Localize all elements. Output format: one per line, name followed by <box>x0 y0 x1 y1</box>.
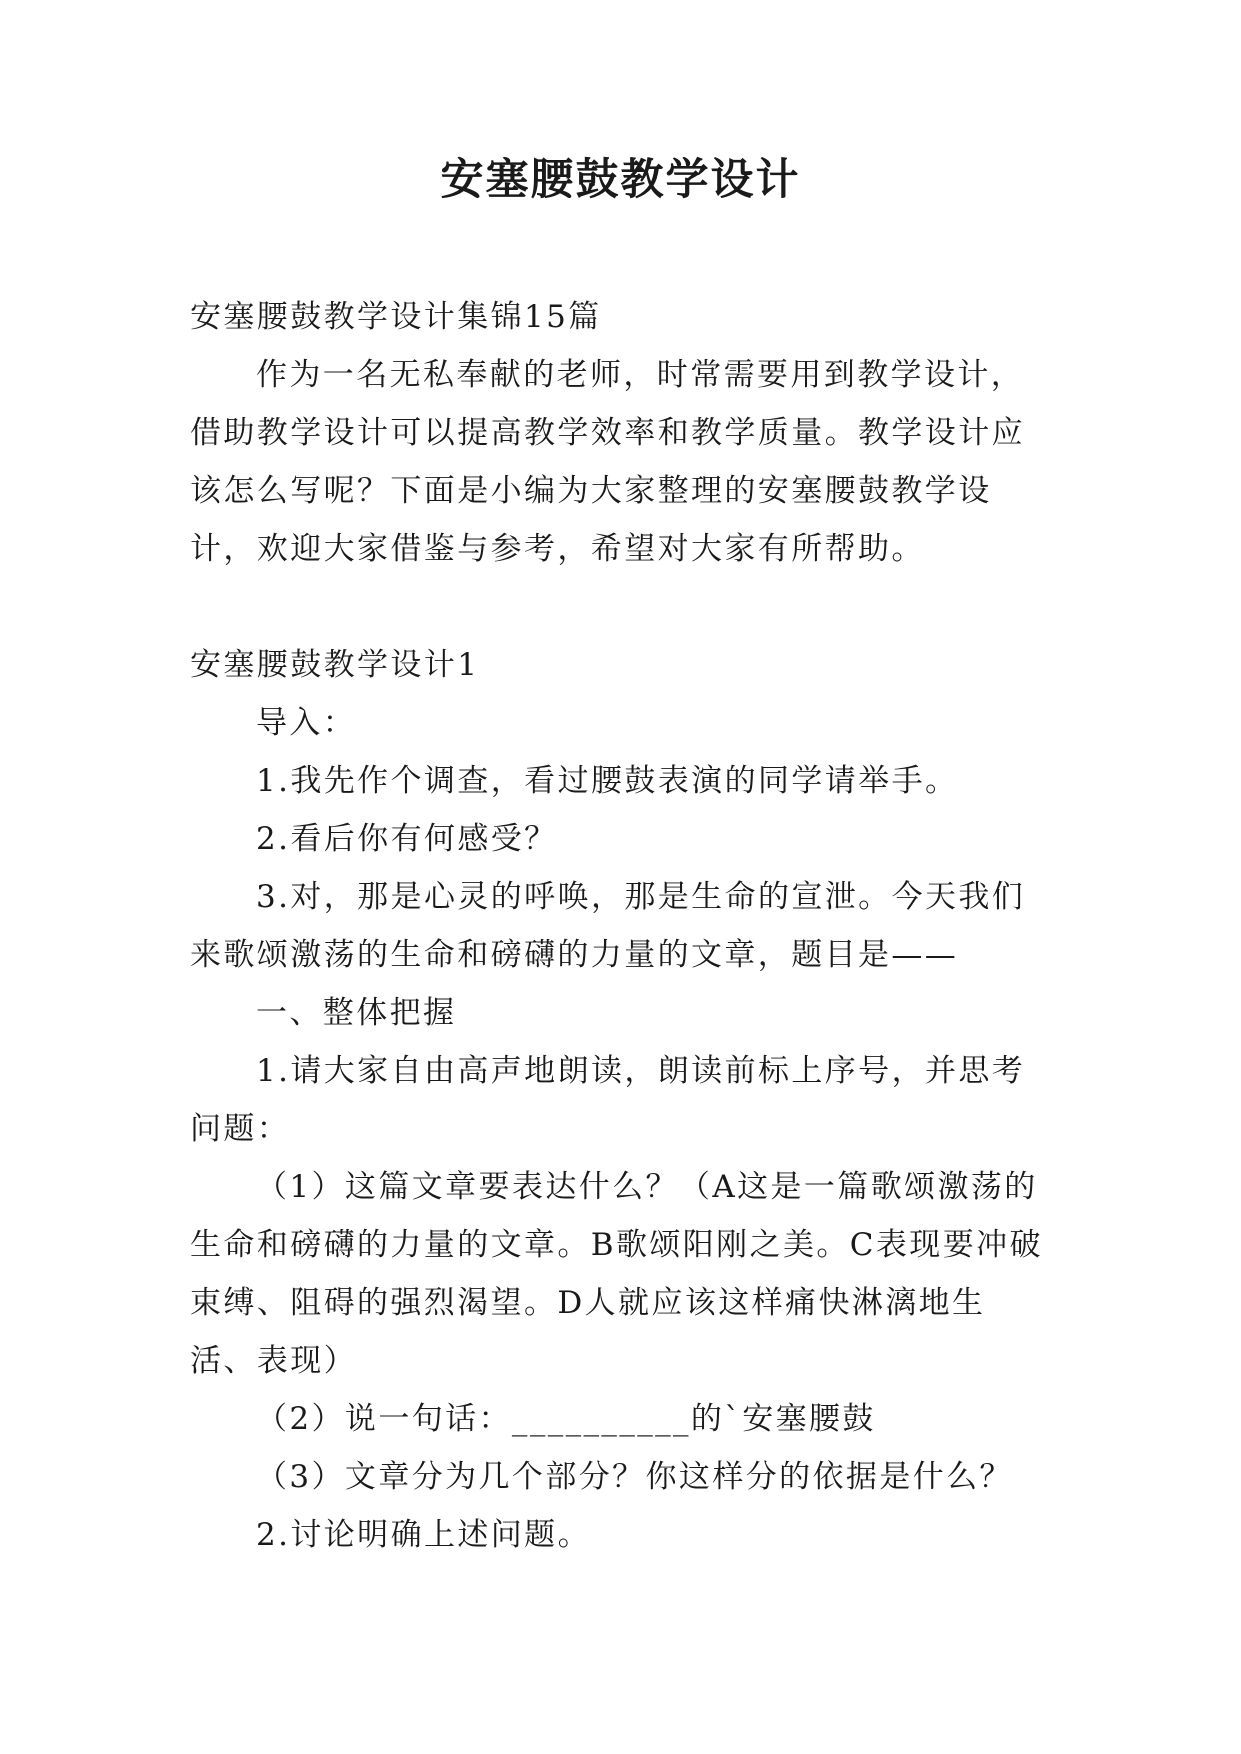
section-spacer <box>190 578 1050 636</box>
paragraph-step-2: 2.看后你有何感受？ <box>256 821 558 857</box>
paragraph-discussion: 2.讨论明确上述问题。 <box>256 1517 591 1553</box>
paragraph-question-3: （3）文章分为几个部分？你这样分的依据是什么？ <box>256 1459 1013 1495</box>
paragraph-question-1: （1）这篇文章要表达什么？（A这是一篇歌颂激荡的生命和磅礴的力量的文章。B歌颂阳刚之美。C表现要冲破束缚、阻碍的强烈渴望。D人就应该这样痛快淋漓地生活、表现） <box>190 1169 1043 1379</box>
paragraph-step-3: 3.对，那是心灵的呼唤，那是生命的宣泄。今天我们来歌颂激荡的生命和磅礴的力量的文章，题目是—— <box>190 879 1026 973</box>
collection-heading: 安塞腰鼓教学设计集锦15篇 <box>190 299 602 335</box>
paragraph-read-aloud: 1.请大家自由高声地朗读，朗读前标上序号，并思考问题： <box>190 1053 1026 1147</box>
section-heading: 安塞腰鼓教学设计1 <box>190 647 480 683</box>
paragraph-question-2: （2）说一句话：__________的`安塞腰鼓 <box>256 1401 876 1437</box>
intro-paragraph: 作为一名无私奉献的老师，时常需要用到教学设计，借助教学设计可以提高教学效率和教学质量。教学设计应该怎么写呢？下面是小编为大家整理的安塞腰鼓教学设计，欢迎大家借鉴与参考，希望对大家有所帮助。 <box>190 357 1025 567</box>
paragraph-intro-label: 导入： <box>256 705 357 741</box>
document-title: 安塞腰鼓教学设计 <box>440 155 801 205</box>
document-body <box>190 288 1050 1564</box>
paragraph-step-1: 1.我先作个调查，看过腰鼓表演的同学请举手。 <box>256 763 959 799</box>
paragraph-part-one-heading: 一、整体把握 <box>256 995 457 1031</box>
